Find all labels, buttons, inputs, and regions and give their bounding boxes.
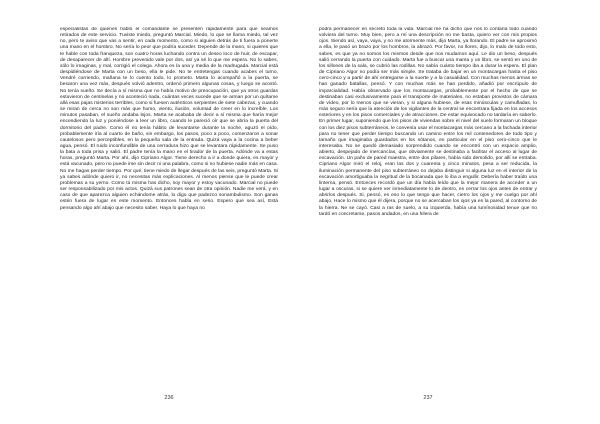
right-page-number: 237 <box>423 395 433 401</box>
right-page <box>319 27 537 419</box>
right-page-text: podrá permanecer en secreto toda la vida. Marcial me ha dicho que nos lo contaría todo cuando volviera del turno. Muy bien, pero a mí una descripción no me basta, quiero ver con mis propios ojos. Siendo así, vaya, vaya, y no me atormente más, dijo Marta, ya llorando. El padre se aproximó a ella, le pasó un brazo por los hombros, la abrazó. Por favor, no llores, dijo, lo malo de todo esto, sabes, es que ya no somos los mismos desde que nos mudamos aquí. Le dio un beso, después salió cerrando la puerta con cuidado. Marta fue a buscar una manta y un libro, se sentó en uno de los sillones de la sala, se cubrió las rodillas. No sabía cuánto tiempo iba a durar la espera. El plan de Cipriano Algor no podía ser más simple. Se trataba de bajar en un montacargas hasta el piso cero-cinco y a partir de ahí entregarse a la suerte y a la casualidad. Con muchas menos armas se han ganado batallas, pensó. Y con muchas más se han perdido, añadió por escrúpulo de imparcialidad. Había observado que los montacargas, probablemente por el hecho de que se destinaban casi exclusivamente para el transporte de materiales, no estaban provistos de cámara de vídeo, por lo menos que se vieran, y si alguna hubiese, de esas minúsculas y camufladas, lo más seguro sería que la atención de los vigilantes de la central se encontrara fijada en los accesos exteriores y en los pisos comerciales y de atracciones. De estar equivocado no tardaría en saberlo. En primer lugar, suponiendo que los pisos de viviendas sobre el nivel del suelo formaran un bloque con los diez pisos subterráneos, le convenía usar el montacargas más cercano a la fachada interior para no tener que perder tiempo buscando un camino entre los mil contenedores de todo tipo y tamaño que imaginaba guardados en los sótanos, en particular en el piso cero-cinco que le interesaba. No se quedó demasiado sorprendido cuando se encontró con un espacio amplio, abierto, despejado de mercancías, que obviamente se destinaba a facilitar el acceso al lugar de excavación. Un paño de pared maestra, entre dos pilares, había sido demolido, por allí se entraba. Cipriano Algor miró el reloj, eran las dos y cuarenta y cinco minutos, pesa a ser reducida, la iluminación permanente del piso subterráneo no dejaba distinguir si alguna luz en el interior de la excavación amortiguaba la negritud de la bocanada que lo iba a engullir. Debería haber traído una linterna, pensó. Entonces recordó que un día había leído que la mejor manera de acceder a un lugar a oscuras, si se quiere ver inmediatamente lo de dentro, es cerrar los ojos antes de entrar y abrirlos después. Si, pensó, es eso lo que tengo que hacer, cierro los ojos y me cuelgo por ahí abajo, Hace lo mismo que él dijera, porque no se acercaban los ojos ya en la pared, al contorno de la hierra. Ne se cayó. Casi a ras de suelo, a su izquierda, había una lumínosidad tenue que no tardó en concretarse, pasos andados, en una hilera de <box>319 27 537 217</box>
left-page-text: especialistas de quienes habló el comandante se presenten rápidamente para que seamos retirados de este servicio. Tuviste miedo, preguntó Marcial. Miedo, lo que se llama miedo, tal vez no, pero te aviso que vas a sentir, en cada momento, como si alguien detrás de ti fuera a ponerte una mano en el hombro. No sería lo peor que podría suceder. Depende de la mano, si quieres que te hable con toda franqueza, son cuatro horas luchando contra un deseo loco de huir, de escapar, de desaparecer de allí. Hombre prevenido vale por dos, así ya sé lo que me espera. No lo sabes, sólo lo imaginas, y mal, corrigió el colega. Ahora es la una y media de la madrugada. Marcial está despidiéndose de Marta con un beso, ella le pide. No te entretengas cuando acabes el turno, Vendré corriendo, mañana te lo cuento todo, lo prometo. Marta lo acompañó a la puerta, se besaron una vez más, después volvió adentro, ordenó primero algunas cosas, y luego se acostó. No tenía sueño. Se decía a sí misma que no había motivo de preocupación, que ya otros guardas estuvieron de centinelas y no aconteció nada, cuántas veces sucede que se arman por un quítame allá esas pajas misterios terribles, como si fuesen auténticos serpientes de siete cabezas, y cuando se miran de cerca no son más que humo, viento, ilusión, voluntad de creer en lo increíble. Los minutos pasaban, el sueño andaba lejos. Marta se acababa de decir a sí misma que haría mejor encendiendo la luz y poniéndose a leer un libro, cuando le pareció oír que se abría la puerta del dormitorio del padre. Como él no tenía hábito de levantarse durante la noche, aguzó el oído, probablemente iría al cuarto de baño, sin embargo, los pasos, poco a poco, comenzaron a sonar cautelosos pero perceptibles, en la pequeña sala de la entrada. Quizá vaya a la cocina a beber agua, pensó. El ruido inconfundible de una cerradura hizo que se levantara rápidamente. Se puso la bata a toda prisa y salió. El padre tenía la mano en el tirador de la puerta. Adónde va a estas horas, preguntó Marta. Por ahí, dijo Cipriano Algor. Tiene derecho a ir a donde quiera, es mayor y está vacunado, pero no puede irse sin decir ni una palabra, como si no hubiese nadie más en casa. No me hagas perder tiempo. Por qué, tiene miedo de llegar después de las seis, preguntó Marta. Si ya sabes adónde quiero ir, no necesitas más explicaciones. Al menos piense que le puede crear problemas a su yerno. Como tú misma has dicho, soy mayor y estoy vacunado. Marcial no puede ser responsabilizado por mis actos. Quizá sus patrones sean de otra opinión. Nadie me verá, y en caso de que aparezca alguien echándome atrás, lo digo que padezco sonambulismo. Son ganas estén fuera de lugar en este momento. Entonces habla en serio. Espero que sea así, Está pensando algo ahí abajo que necesito saber. Haya lo que haya no <box>60 27 278 211</box>
left-page-number: 236 <box>164 395 174 401</box>
left-page <box>60 27 278 419</box>
